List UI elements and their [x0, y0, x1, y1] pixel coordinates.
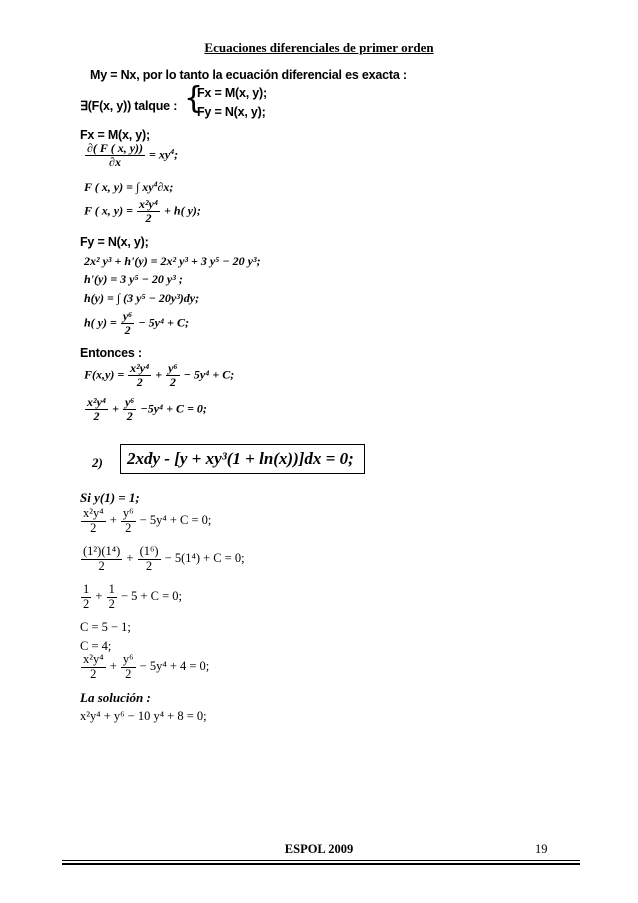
case-fx: Fx = M(x, y);: [197, 86, 267, 100]
partial-exponent: 4: [170, 147, 175, 157]
f-final-num1: x²y⁴: [130, 361, 150, 375]
h-result-lhs: h( y) =: [84, 315, 117, 330]
step6-end: − 5y⁴ + 4 = 0;: [139, 659, 210, 674]
left-brace: {: [184, 81, 204, 116]
partial-numerator: ∂( F ( x, y)): [87, 141, 144, 155]
step2-eq: $\frac{\text{(1²)(1⁴)}}{2}$ + $\frac{\text{(1⁶)}}{2}$ − 5(1⁴) + C = 0;: [83, 544, 245, 573]
h-result-end: − 5y⁴ + C;: [138, 315, 189, 330]
footer-center: ESPOL 2009: [284, 842, 354, 856]
exactness-statement: My = Nx, por lo tanto la ecuación diferencial es exacta :: [90, 68, 407, 82]
integral-end: ∂x;: [157, 180, 174, 194]
step2-end: − 5(1⁴) + C = 0;: [164, 551, 245, 566]
h-result-denominator: 2: [124, 323, 131, 338]
general-end: −5y⁴ + C = 0;: [140, 401, 207, 416]
f-final-lhs: F(x,y) =: [84, 367, 125, 382]
partial-derivative-eq: [84, 142, 178, 169]
solution-label: La solución :: [80, 690, 151, 705]
case-fy: Fy = N(x, y);: [197, 105, 266, 119]
step3-num1: 1: [83, 582, 90, 596]
problem-equation-box: 2xdy - [y + xy³(1 + ln(x))]dx = 0;: [120, 444, 365, 474]
page-number: 19: [535, 842, 548, 856]
h-result-eq: [84, 310, 189, 337]
partial-end: ;: [174, 147, 179, 162]
f-final-num2: y⁶: [168, 361, 178, 375]
integral-eq: [84, 180, 173, 195]
initial-condition: Si y(1) = 1;: [80, 490, 140, 505]
f-xy-denominator: 2: [145, 211, 152, 226]
f-final-end: − 5y⁴ + C;: [183, 367, 235, 382]
f-final-den1: 2: [136, 375, 143, 390]
page-header-title: Ecuaciones diferenciales de primer orden: [204, 40, 434, 55]
integral-lhs: F ( x, y) = ∫ xy: [84, 180, 154, 194]
h-integral-eq: h(y) = ∫ (3 y⁵ − 20y³)dy;: [84, 291, 200, 305]
footer-rule-bottom: [62, 863, 580, 865]
general-solution-eq: $\frac{\text{x²y⁴}}{2}$ + $\frac{\text{y⁶}}{2}$ −5y⁴ + C = 0;: [87, 395, 207, 424]
fx-equation: Fx = M(x, y);: [80, 128, 150, 142]
step2-den2: 2: [145, 558, 153, 573]
step1-num1: x²y⁴: [83, 506, 104, 520]
f-xy-end: + h( y);: [164, 203, 201, 218]
step3-den1: 2: [83, 596, 90, 611]
step6-den2: 2: [125, 666, 132, 681]
general-num1: x²y⁴: [87, 395, 107, 409]
solution-eq: x²y⁴ + y⁶ − 10 y⁴ + 8 = 0;: [80, 709, 207, 723]
step2-num2: (1⁶): [139, 544, 159, 558]
existence-statement: ∃(F(x, y)) talque :: [80, 99, 178, 113]
step5-eq: C = 4;: [80, 639, 112, 653]
h-prime-eq: h'(y) = 3 y⁵ − 20 y³ ;: [84, 272, 183, 286]
step2-den1: 2: [98, 558, 105, 573]
f-final-eq: F(x,y) = $\frac{\text{x²y⁴}}{2}$ + $\frac{\text{y⁶}}{2}$ − 5y⁴ + C;: [84, 361, 235, 390]
fy-expanded-eq: 2x² y³ + h'(y) = 2x² y³ + 3 y⁵ − 20 y³;: [84, 254, 261, 268]
step3-num2: 1: [108, 582, 115, 596]
f-xy-lhs: F ( x, y) =: [84, 203, 133, 218]
step2-num1: (1²)(1⁴): [83, 544, 121, 558]
integral-exponent: 4: [153, 179, 158, 189]
step1-num2: y⁶: [122, 506, 134, 520]
step1-eq: $\frac{\text{x²y⁴}}{2}$ + $\frac{\text{y⁶}}{2}$ − 5y⁴ + C = 0;: [83, 506, 212, 535]
general-num2: y⁶: [124, 395, 135, 409]
h-result-numerator: y⁶: [122, 309, 133, 323]
footer-rule-top: [62, 860, 580, 861]
f-final-den2: 2: [169, 375, 176, 390]
step1-den1: 2: [90, 520, 97, 535]
partial-rhs: = xy: [149, 147, 171, 162]
step3-end: − 5 + C = 0;: [120, 589, 183, 604]
general-den1: 2: [93, 409, 100, 424]
step6-num1: x²y⁴: [83, 652, 104, 666]
step6-num2: y⁶: [122, 652, 134, 666]
fy-equation: Fy = N(x, y);: [80, 235, 149, 249]
general-den2: 2: [126, 409, 133, 424]
f-xy-eq: [84, 198, 201, 225]
partial-denominator: ∂x: [109, 155, 121, 170]
problem-number: 2): [92, 455, 103, 470]
step1-den2: 2: [125, 520, 132, 535]
entonces-label: Entonces :: [80, 346, 142, 360]
step6-eq: $\frac{\text{x²y⁴}}{2}$ + $\frac{\text{y⁶}}{2}$ − 5y⁴ + 4 = 0;: [83, 652, 210, 681]
f-xy-numerator: x²y⁴: [138, 197, 159, 211]
step3-den2: 2: [108, 596, 115, 611]
step4-eq: C = 5 − 1;: [80, 620, 131, 634]
step6-den1: 2: [90, 666, 97, 681]
step3-eq: $\frac{1}{2}$ + $\frac{1}{2}$ − 5 + C = 0;: [83, 582, 183, 611]
step1-end: − 5y⁴ + C = 0;: [139, 513, 212, 528]
